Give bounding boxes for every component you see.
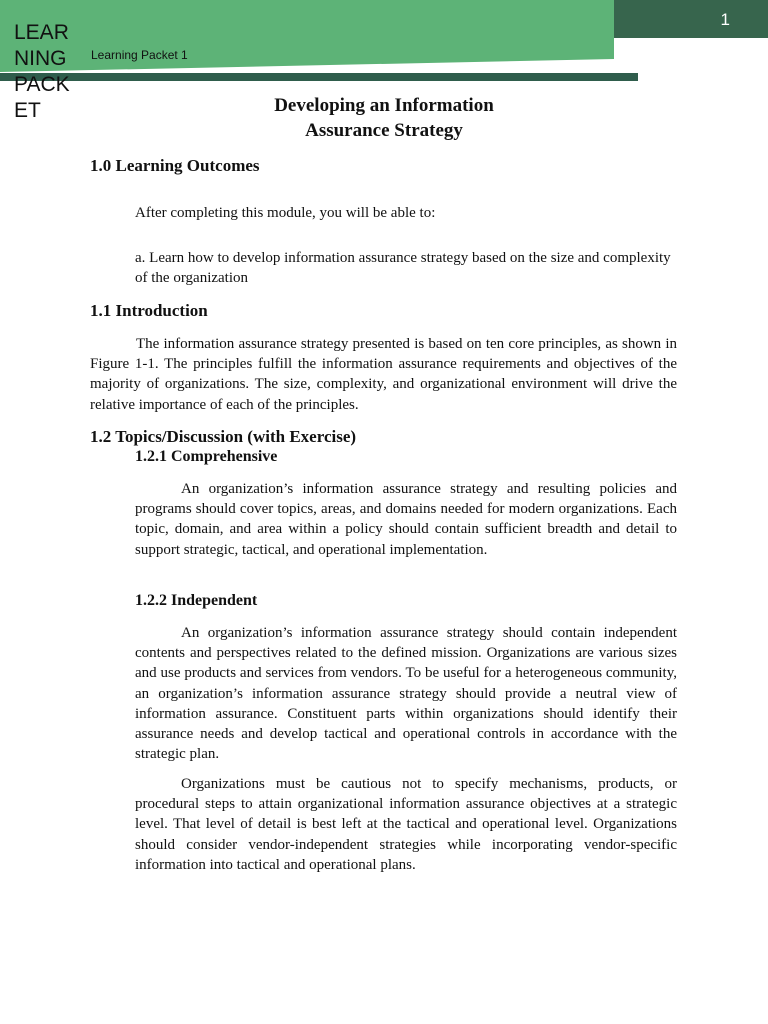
packet-label: Learning Packet 1 xyxy=(91,48,188,62)
topics-heading: 1.2 Topics/Discussion (with Exercise) xyxy=(90,427,357,446)
title-line-1: Developing an Information xyxy=(274,95,494,116)
introduction-heading: 1.1 Introduction xyxy=(90,301,208,320)
page-number-box xyxy=(614,0,768,38)
outcome-item-a: a. Learn how to develop information assurance strategy based on the size and complexity of the organization xyxy=(135,250,671,287)
independent-body-2: Organizations must be cautious not to specify mechanisms, products, or procedural steps to attain organizational information assurance objectives at a strategic level. That level of detail is best left at the tactical and operational level. Organizations should consider vendor-independent strategies while incorporating vendor-specific information into tactical and operational plans. xyxy=(135,776,677,873)
comprehensive-heading: 1.2.1 Comprehensive xyxy=(135,448,278,465)
outcomes-intro: After completing this module, you will be able to: xyxy=(135,205,436,221)
header-rule xyxy=(0,73,638,81)
title-line-2: Assurance Strategy xyxy=(305,120,463,141)
brand-label: LEARNING PACKET xyxy=(14,21,70,122)
introduction-body: The information assurance strategy presented is based on ten core principles, as shown in Figure 1-1. The principles fulfill the information assurance requirements and objectives of the majority of organizations. The size, complexity, and organizational environment will drive the relative importance of each of the principles. xyxy=(90,336,677,413)
comprehensive-body: An organization’s information assurance strategy and resulting policies and programs should cover topics, areas, and domains needed for modern organizations. Each topic, domain, and area within a policy should contain sufficient breadth and detail to support strategic, tactical, and operational implementation. xyxy=(135,481,677,558)
document-title xyxy=(0,93,768,143)
independent-body-1: An organization’s information assurance strategy should contain independent contents and perspectives related to the defined mission. Organizations are various sizes and use products and services from vendors. To be useful for a heterogeneous community, an organization’s information assurance strategy should provide a neutral view of information assurance. Constituent parts within organizations should identify their assurance needs and develop tactical and operational controls in accordance with the strategic plan. xyxy=(135,625,677,763)
learning-outcomes-heading: 1.0 Learning Outcomes xyxy=(90,156,260,175)
page-number: 1 xyxy=(720,10,730,29)
independent-heading: 1.2.2 Independent xyxy=(135,592,258,609)
